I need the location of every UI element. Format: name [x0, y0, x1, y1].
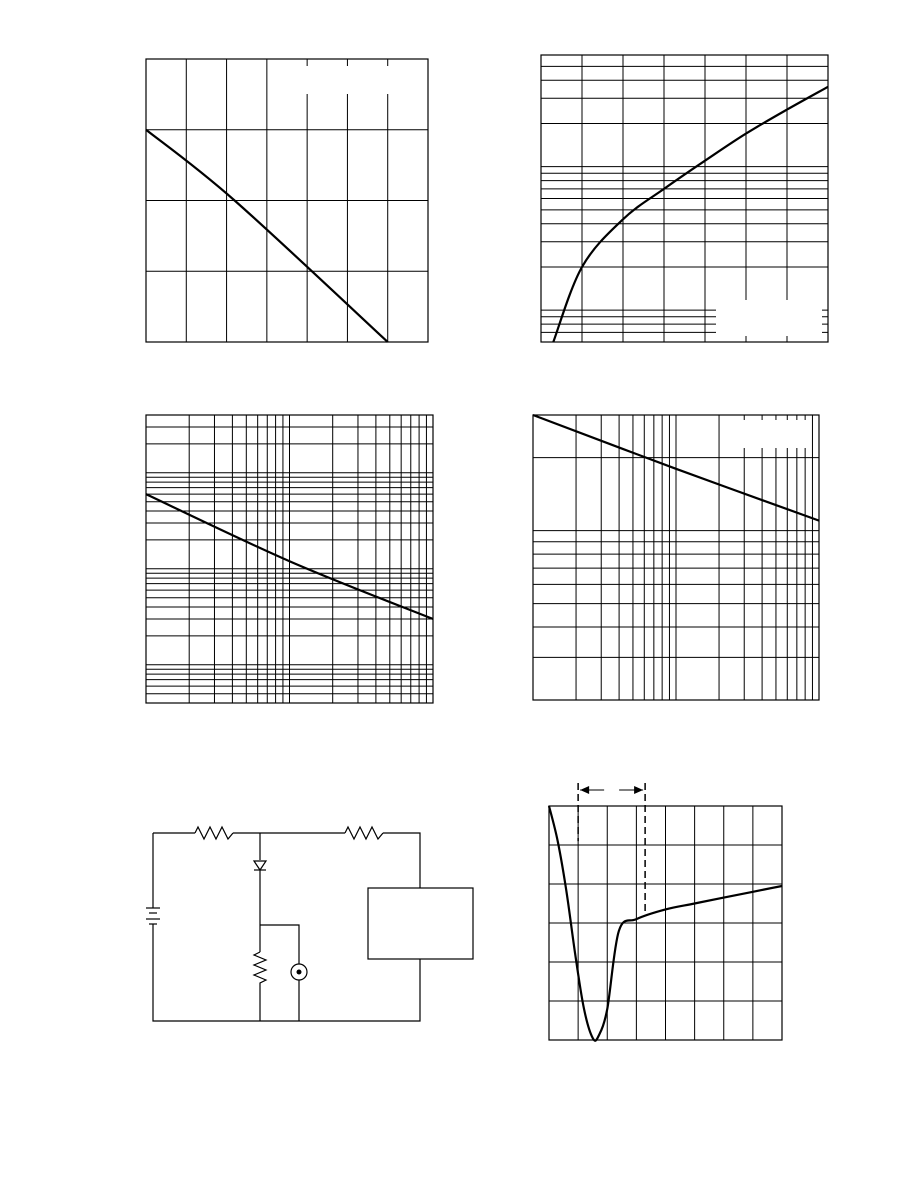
chart-3 — [146, 415, 433, 703]
wire-to-connector — [260, 925, 299, 964]
resistor-2 — [345, 827, 383, 839]
wire-right-bottom — [153, 930, 420, 1021]
arrowhead-right — [634, 786, 643, 794]
arrowhead-left — [580, 786, 589, 794]
chart-4 — [533, 415, 819, 700]
coaxial-connector — [291, 964, 307, 980]
legend-box — [716, 300, 822, 336]
battery-symbol — [146, 905, 160, 930]
legend-box — [740, 420, 806, 448]
test-circuit-schematic — [146, 827, 473, 1021]
instrument-box — [368, 888, 473, 959]
diode-symbol — [254, 861, 266, 870]
legend-box — [283, 66, 416, 94]
wire-top-right — [383, 833, 420, 888]
resistor-1 — [195, 827, 233, 839]
charts-layer — [146, 55, 828, 1041]
resistor-3 — [254, 952, 266, 992]
chart-2 — [541, 55, 828, 342]
chart-5 — [549, 783, 782, 1041]
chart-1 — [146, 59, 428, 342]
